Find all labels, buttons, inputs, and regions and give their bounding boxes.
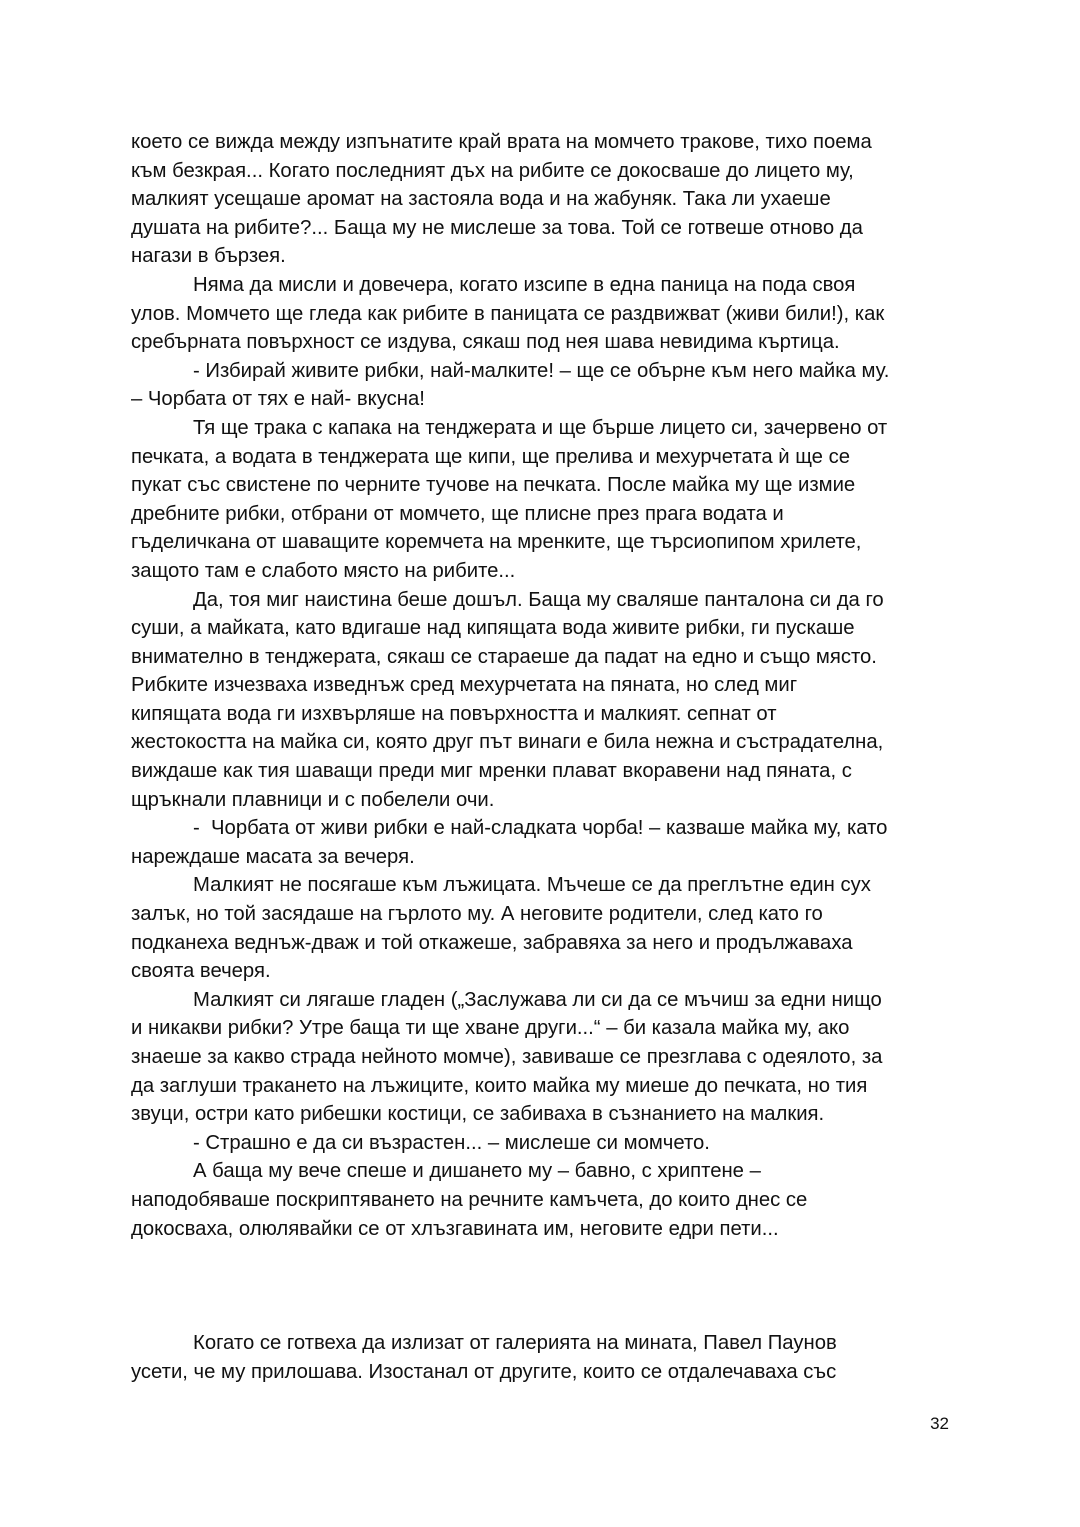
text-line: печката, а водата в тенджерата ще кипи, ще прелива и мехурчетата ѝ ще се bbox=[131, 445, 851, 468]
text-line: което се вижда между изпънатите край врата на момчето тракове, тихо поема bbox=[131, 131, 872, 153]
text-line: внимателно в тенджерата, сякаш се стараеше да падат на едно и също място. bbox=[131, 645, 877, 668]
text-line: Когато се готвеха да излизат от галерията на мината, Павел Паунов bbox=[193, 1331, 837, 1354]
text-line: знаеше за какво страда нейното момче), завиваше се презглава с одеялото, за bbox=[131, 1046, 883, 1068]
text-line: пукат със свистене по черните тучове на печката. После майка му ще измие bbox=[131, 474, 856, 497]
text-line: докосваха, олюлявайки се от хлъзгавината им, неговите едри пети... bbox=[131, 1217, 779, 1240]
text-line: - Чорбата от живи рибки е най-сладката чорба! – казваше майка му, като bbox=[193, 817, 888, 840]
text-line: своята вечеря. bbox=[131, 960, 271, 983]
text-line: Няма да мисли и довечера, когато изсипе в една паница на пода своя bbox=[193, 273, 856, 296]
text-line: Малкият си лягаше гладен („Заслужава ли си да се мъчиш за едни нищо bbox=[193, 988, 882, 1011]
text-line: сребърната повърхност се издува, сякаш под нея шава невидима къртица. bbox=[131, 331, 840, 354]
text-line: към безкрая... Когато последният дъх на рибите се докосваше до лицето му, bbox=[131, 159, 854, 182]
text-line: защото там е слабото място на рибите... bbox=[131, 559, 516, 582]
text-line: подканеха веднъж-дваж и той откажеше, забравяха за него и продължаваха bbox=[131, 931, 853, 954]
text-line: дребните рибки, отбрани от момчето, ще плисне през прага водата и bbox=[131, 502, 784, 525]
text-line: Малкият не посягаше към лъжицата. Мъчеше се да преглътне един сух bbox=[193, 874, 871, 897]
text-line: жестокостта на майка си, която друг път винаги е била нежна и състрадателна, bbox=[131, 731, 884, 754]
text-line: наподобяваше поскриптяването на речните камъчета, до които днес се bbox=[131, 1188, 808, 1211]
text-line: Рибките изчезваха изведнъж сред мехурчетата на пяната, но след миг bbox=[131, 674, 798, 697]
text-line: усети, че му прилошава. Изостанал от другите, които се отдалечаваха със bbox=[131, 1360, 837, 1383]
text-line: А баща му вече спеше и дишането му – бавно, с хриптене – bbox=[193, 1160, 761, 1183]
body-text bbox=[131, 128, 951, 1386]
text-line: звуци, остри като рибешки костици, се забиваха в съзнанието на малкия. bbox=[131, 1103, 825, 1126]
text-line: - Избирай живите рибки, най-малките! – ще се обърне към него майка му. bbox=[193, 359, 890, 382]
text-line: гъделичкана от шаващите коремчета на мренките, ще търсиопипом хрилете, bbox=[131, 531, 862, 554]
text-line: душата на рибите?... Баща му не мислеше за това. Той се готвеше отново да bbox=[131, 216, 863, 239]
text-line: щръкнали плавници и с побелели очи. bbox=[131, 788, 495, 811]
text-line: - Страшно е да си възрастен... – мислеше си момчето. bbox=[193, 1131, 710, 1154]
text-line: Тя ще трака с капака на тенджерата и ще бърше лицето си, зачервено от bbox=[193, 416, 888, 439]
text-line: малкият усещаше аромат на застояла вода и на жабуняк. Така ли ухаеше bbox=[131, 188, 831, 211]
text-line: суши, а майката, като вдигаше над кипящата вода живите рибки, ги пускаше bbox=[131, 617, 855, 640]
text-line: виждаше как тия шаващи преди миг мренки плават вкоравени над пяната, с bbox=[131, 760, 852, 783]
text-line: нагази в бързея. bbox=[131, 245, 286, 268]
text-line: Да, тоя миг наистина беше дошъл. Баща му сваляше панталона си да го bbox=[193, 588, 884, 611]
text-line: кипящата вода ги изхвърляше на повърхността и малкият. сепнат от bbox=[131, 702, 777, 725]
section-gap bbox=[131, 1243, 951, 1329]
text-line: да заглуши тракането на лъжиците, които майка му миеше до печката, но тия bbox=[131, 1074, 868, 1097]
text-line: залък, но той засядаше на гърлото му. А неговите родители, след като го bbox=[131, 903, 823, 926]
text-line: нареждаше масата за вечеря. bbox=[131, 845, 415, 868]
page-number: 32 bbox=[930, 1414, 949, 1433]
text-line: улов. Момчето ще гледа как рибите в паницата се раздвижват (живи били!), как bbox=[131, 302, 885, 325]
text-line: – Чорбата от тях е най- вкусна! bbox=[131, 388, 425, 411]
text-line: и никакви рибки? Утре баща ти ще хване други...“ – би казала майка му, ако bbox=[131, 1017, 850, 1040]
